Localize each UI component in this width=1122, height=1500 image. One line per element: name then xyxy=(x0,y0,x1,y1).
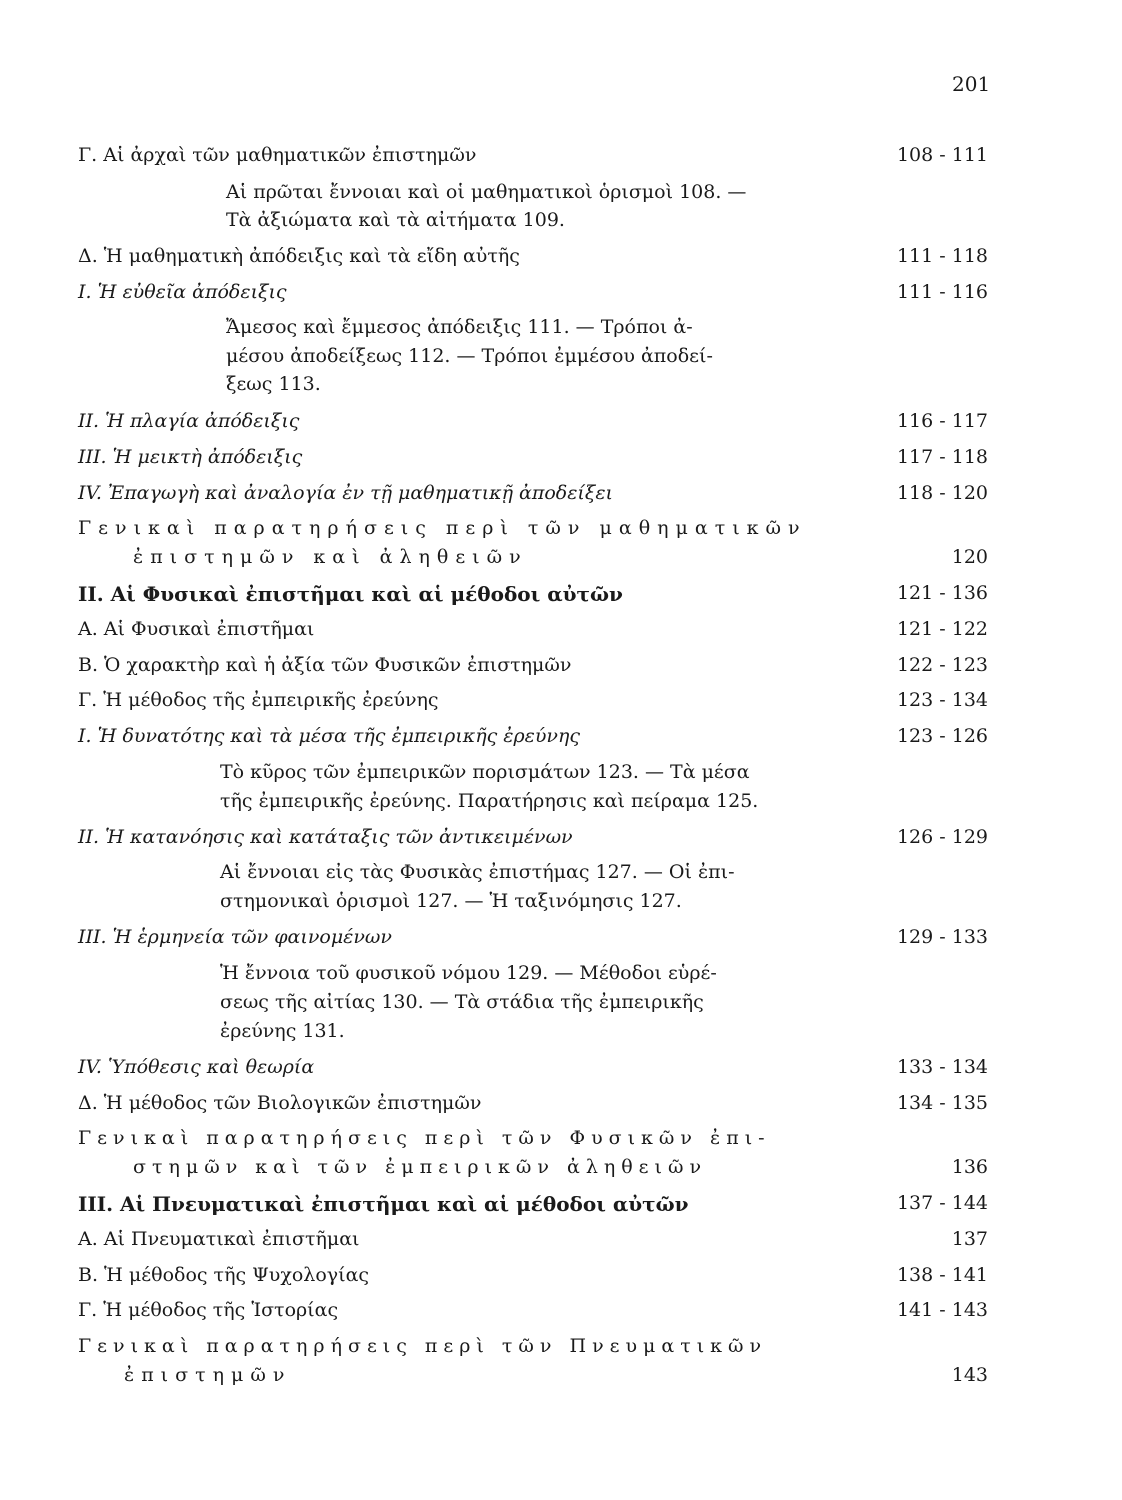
toc-entry xyxy=(0,1364,1122,1392)
toc-description-line: σεως τῆς αἰτίας 130. — Τὰ στάδια τῆς ἐμπειρικῆς xyxy=(220,991,704,1013)
toc-entry-title: III. Ἡ μεικτὴ ἀπόδειξις xyxy=(78,446,303,468)
toc-description-line: Ἡ ἔννοια τοῦ φυσικοῦ νόμου 129. — Μέθοδοι εὑρέ- xyxy=(220,962,717,984)
toc-entry-pages: 137 - 144 xyxy=(896,1192,988,1214)
toc-entry xyxy=(0,446,1122,474)
toc-entry-title: Β. Ὁ χαρακτὴρ καὶ ἡ ἀξία τῶν Φυσικῶν ἐπιστημῶν xyxy=(78,654,572,676)
toc-description-line: Αἱ πρῶται ἔννοιαι καὶ οἱ μαθηματικοὶ ὁρισμοὶ 108. — xyxy=(226,181,747,203)
toc-description-line: Τὰ ἀξιώματα καὶ τὰ αἰτήματα 109. xyxy=(226,209,565,231)
toc-entry xyxy=(0,1228,1122,1256)
page-number: 201 xyxy=(952,72,991,96)
toc-description-line: στημονικαὶ ὁρισμοὶ 127. — Ἡ ταξινόμησις 127. xyxy=(220,890,682,912)
toc-entry-title: Γ. Αἱ ἀρχαὶ τῶν μαθηματικῶν ἐπιστημῶν xyxy=(78,144,477,166)
toc-entry-title: ἐπιστημῶν καὶ ἀληθειῶν xyxy=(133,546,528,568)
toc-description-line: ξεως 113. xyxy=(226,373,321,395)
toc-entry xyxy=(0,482,1122,510)
toc-entry-pages: 136 xyxy=(951,1156,988,1178)
toc-entry-pages: 141 - 143 xyxy=(896,1299,988,1321)
toc-entry-title: IV. Ὑπόθεσις καὶ θεωρία xyxy=(78,1056,315,1078)
toc-entry-title: Δ. Ἡ μαθηματικὴ ἀπόδειξις καὶ τὰ εἴδη αὐτῆς xyxy=(78,245,520,267)
toc-entry-pages: 129 - 133 xyxy=(896,926,988,948)
toc-entry-title: Α. Αἱ Πνευματικαὶ ἐπιστῆμαι xyxy=(78,1228,360,1250)
toc-entry xyxy=(0,618,1122,646)
toc-entry-title: Γενικαὶ παρατηρήσεις περὶ τῶν μαθηματικῶν xyxy=(78,517,807,539)
toc-description-line: μέσου ἀποδείξεως 112. — Τρόποι ἐμμέσου ἀποδεί- xyxy=(226,345,713,367)
toc-entry-pages: 111 - 118 xyxy=(896,245,988,267)
toc-description-line: τῆς ἐμπειρικῆς ἐρεύνης. Παρατήρησις καὶ πείραμα 125. xyxy=(220,790,759,812)
toc-entry xyxy=(0,654,1122,682)
toc-entry-title: Γενικαὶ παρατηρήσεις περὶ τῶν Φυσικῶν ἐπι- xyxy=(78,1127,771,1149)
toc-entry-title: Δ. Ἡ μέθοδος τῶν Βιολογικῶν ἐπιστημῶν xyxy=(78,1092,482,1114)
toc-entry-title: I. Ἡ εὐθεῖα ἀπόδειξις xyxy=(78,281,287,303)
toc-entry-pages: 138 - 141 xyxy=(896,1264,988,1286)
toc-entry-title: IV. Ἐπαγωγὴ καὶ ἀναλογία ἐν τῇ μαθηματικῇ ἀποδείξει xyxy=(78,482,613,504)
toc-entry xyxy=(0,689,1122,717)
toc-entry-pages: 126 - 129 xyxy=(896,826,988,848)
toc-entry xyxy=(0,1127,1122,1155)
toc-entry-title: II. Ἡ πλαγία ἀπόδειξις xyxy=(78,410,300,432)
toc-entry xyxy=(0,281,1122,309)
toc-entry-title: III. Ἡ ἑρμηνεία τῶν φαινομένων xyxy=(78,926,392,948)
toc-entry xyxy=(0,1335,1122,1363)
toc-entry xyxy=(0,245,1122,273)
toc-entry-pages: 120 xyxy=(951,546,988,568)
toc-entry-title: Β. Ἡ μέθοδος τῆς Ψυχολογίας xyxy=(78,1264,370,1286)
toc-entry xyxy=(0,1056,1122,1084)
toc-entry-pages: 123 - 126 xyxy=(896,725,988,747)
toc-entry xyxy=(0,410,1122,438)
toc-entry xyxy=(0,1264,1122,1292)
toc-entry-title: ἐπιστημῶν xyxy=(124,1364,292,1386)
toc-entry-pages: 134 - 135 xyxy=(896,1092,988,1114)
toc-entry xyxy=(0,546,1122,574)
toc-entry-title: Γ. Ἡ μέθοδος τῆς ἐμπειρικῆς ἐρεύνης xyxy=(78,689,439,711)
toc-entry-pages: 137 xyxy=(951,1228,988,1250)
toc-entry-title: Γενικαὶ παρατηρήσεις περὶ τῶν Πνευματικῶν xyxy=(78,1335,768,1357)
toc-entry-pages: 121 - 136 xyxy=(896,582,988,604)
toc-entry xyxy=(0,926,1122,954)
toc-entry-title: Γ. Ἡ μέθοδος τῆς Ἱστορίας xyxy=(78,1299,339,1321)
toc-entry-title: I. Ἡ δυνατότης καὶ τὰ μέσα τῆς ἐμπειρικῆς ἐρεύνης xyxy=(78,725,580,747)
toc-entry-pages: 117 - 118 xyxy=(896,446,988,468)
toc-description-line: Τὸ κῦρος τῶν ἐμπειρικῶν πορισμάτων 123. — Τὰ μέσα xyxy=(220,761,750,783)
toc-entry-title: II. Αἱ Φυσικαὶ ἐπιστῆμαι καὶ αἱ μέθοδοι αὐτῶν xyxy=(78,582,623,606)
toc-entry-pages: 122 - 123 xyxy=(896,654,988,676)
toc-entry xyxy=(0,1092,1122,1120)
toc-entry xyxy=(0,725,1122,753)
toc-description-line: Αἱ ἔννοιαι εἰς τὰς Φυσικὰς ἐπιστήμας 127. — Οἱ ἐπι- xyxy=(220,861,735,883)
toc-entry-pages: 121 - 122 xyxy=(896,618,988,640)
toc-entry-pages: 118 - 120 xyxy=(896,482,988,504)
toc-entry xyxy=(0,1156,1122,1184)
toc-description-line: Ἄμεσος καὶ ἔμμεσος ἀπόδειξις 111. — Τρόποι ἀ- xyxy=(226,316,693,338)
toc-entry-pages: 111 - 116 xyxy=(896,281,988,303)
toc-entry xyxy=(0,1299,1122,1327)
toc-entry-title: II. Ἡ κατανόησις καὶ κατάταξις τῶν ἀντικειμένων xyxy=(78,826,573,848)
toc-section-heading xyxy=(0,1192,1122,1220)
toc-entry xyxy=(0,517,1122,545)
toc-entry xyxy=(0,144,1122,172)
toc-entry-pages: 133 - 134 xyxy=(896,1056,988,1078)
toc-entry-pages: 143 xyxy=(951,1364,988,1386)
toc-description-line: ἐρεύνης 131. xyxy=(220,1020,345,1042)
toc-entry-title: III. Αἱ Πνευματικαὶ ἐπιστῆμαι καὶ αἱ μέθοδοι αὐτῶν xyxy=(78,1192,689,1216)
toc-section-heading xyxy=(0,582,1122,610)
toc-entry-pages: 116 - 117 xyxy=(896,410,988,432)
toc-entry-pages: 108 - 111 xyxy=(896,144,988,166)
toc-entry-title: Α. Αἱ Φυσικαὶ ἐπιστῆμαι xyxy=(78,618,315,640)
toc-entry xyxy=(0,826,1122,854)
toc-entry-pages: 123 - 134 xyxy=(896,689,988,711)
toc-entry-title: στημῶν καὶ τῶν ἐμπειρικῶν ἀληθειῶν xyxy=(133,1156,708,1178)
